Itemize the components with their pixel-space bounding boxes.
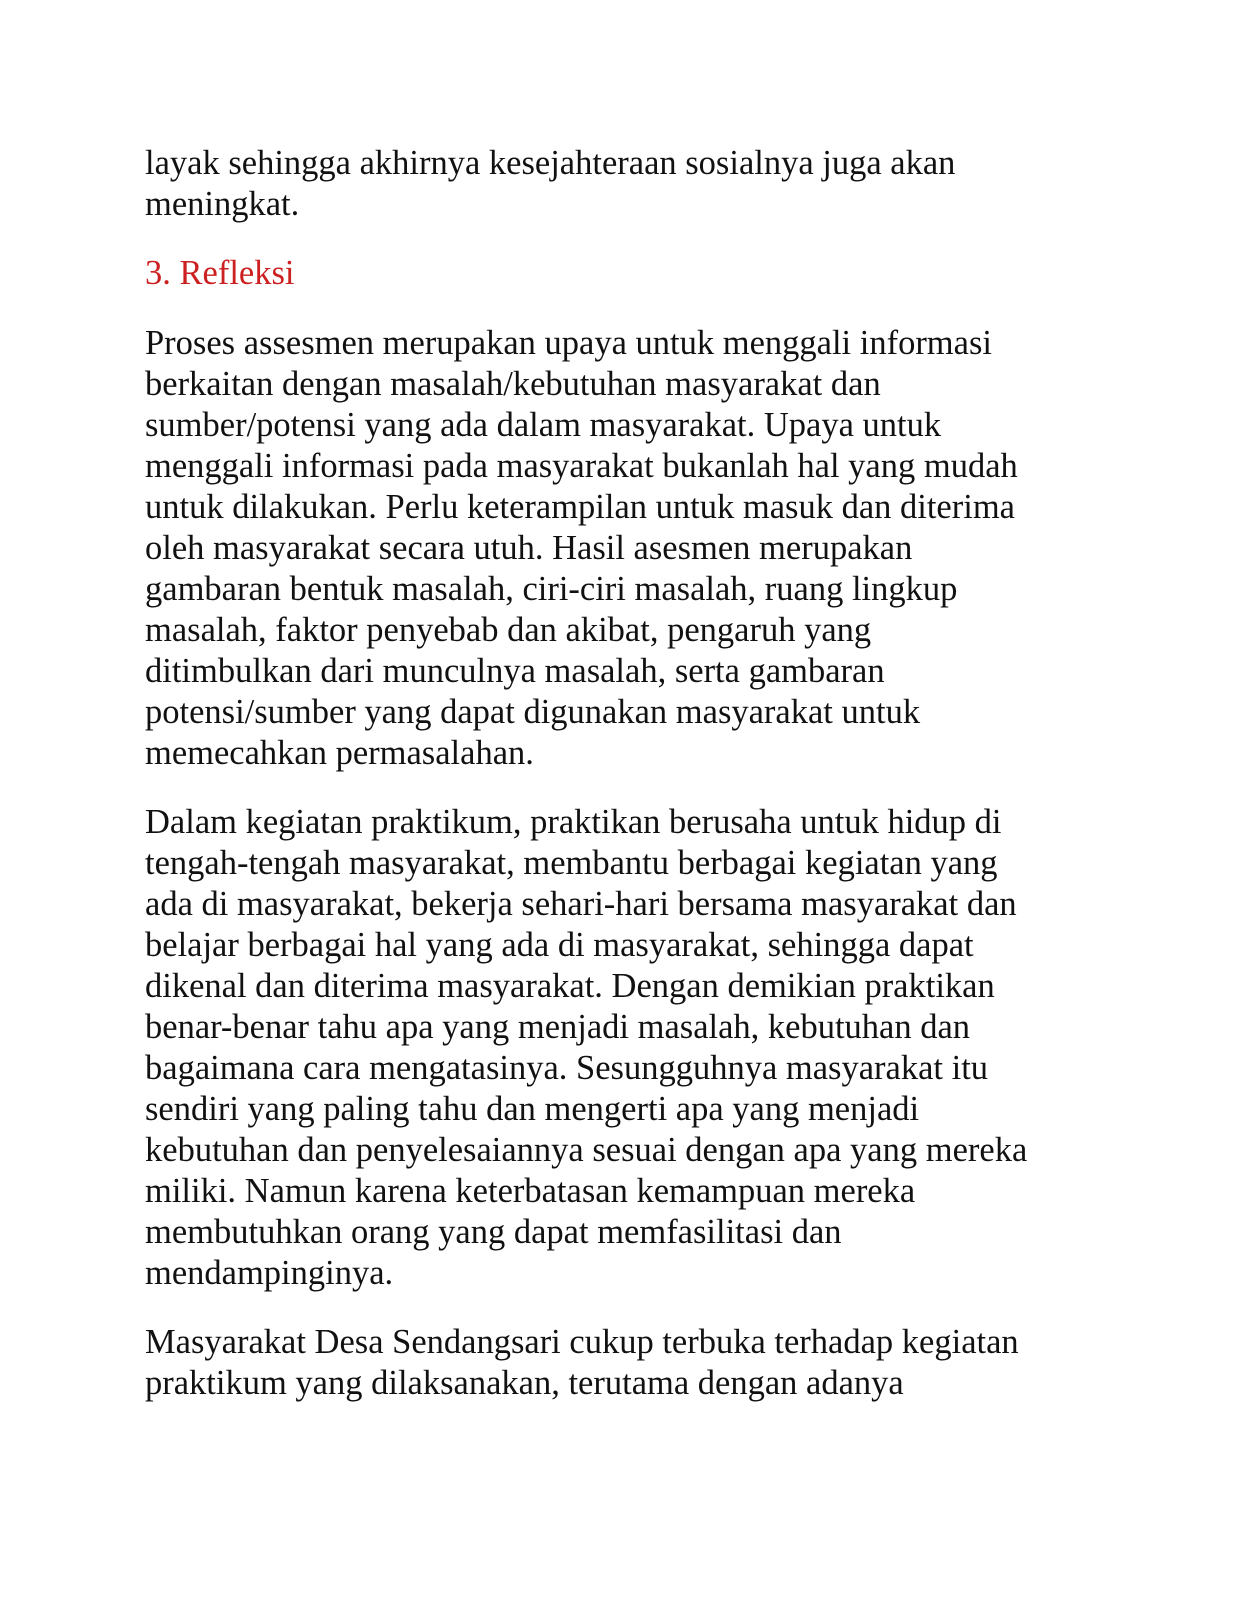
- text-line: Dalam kegiatan praktikum, praktikan berusaha untuk hidup di: [145, 803, 1002, 841]
- text-line: Proses assesmen merupakan upaya untuk menggali informasi: [145, 324, 992, 362]
- intro-paragraph: [145, 143, 1085, 225]
- text-line: ditimbulkan dari munculnya masalah, serta gambaran: [145, 652, 885, 690]
- text-line: tengah-tengah masyarakat, membantu berbagai kegiatan yang: [145, 844, 998, 882]
- text-line: potensi/sumber yang dapat digunakan masyarakat untuk: [145, 693, 921, 731]
- text-line: meningkat.: [145, 185, 300, 223]
- text-line: praktikum yang dilaksanakan, terutama dengan adanya: [145, 1364, 904, 1402]
- text-line: masalah, faktor penyebab dan akibat, pengaruh yang: [145, 611, 872, 649]
- document-body: [145, 143, 1085, 1432]
- text-line: untuk dilakukan. Perlu keterampilan untuk masuk dan diterima: [145, 488, 1015, 526]
- text-line: berkaitan dengan masalah/kebutuhan masyarakat dan: [145, 365, 881, 403]
- text-line: sendiri yang paling tahu dan mengerti apa yang menjadi: [145, 1090, 920, 1128]
- text-line: layak sehingga akhirnya kesejahteraan sosialnya juga akan: [145, 144, 956, 182]
- section-heading: 3. Refleksi: [145, 254, 295, 292]
- paragraph-community: [145, 1322, 1085, 1404]
- text-line: benar-benar tahu apa yang menjadi masalah, kebutuhan dan: [145, 1008, 971, 1046]
- text-line: miliki. Namun karena keterbatasan kemampuan mereka: [145, 1172, 916, 1210]
- text-line: ada di masyarakat, bekerja sehari-hari bersama masyarakat dan: [145, 885, 1017, 923]
- text-line: Masyarakat Desa Sendangsari cukup terbuka terhadap kegiatan: [145, 1323, 1019, 1361]
- text-line: dikenal dan diterima masyarakat. Dengan demikian praktikan: [145, 967, 995, 1005]
- text-line: mendampinginya.: [145, 1254, 394, 1292]
- text-line: gambaran bentuk masalah, ciri-ciri masalah, ruang lingkup: [145, 570, 958, 608]
- text-line: sumber/potensi yang ada dalam masyarakat. Upaya untuk: [145, 406, 942, 444]
- text-line: oleh masyarakat secara utuh. Hasil asesmen merupakan: [145, 529, 913, 567]
- text-line: belajar berbagai hal yang ada di masyarakat, sehingga dapat: [145, 926, 974, 964]
- paragraph-assessment: [145, 323, 1085, 774]
- text-line: memecahkan permasalahan.: [145, 734, 534, 772]
- text-line: membutuhkan orang yang dapat memfasilitasi dan: [145, 1213, 842, 1251]
- text-line: bagaimana cara mengatasinya. Sesungguhnya masyarakat itu: [145, 1049, 989, 1087]
- text-line: kebutuhan dan penyelesaiannya sesuai dengan apa yang mereka: [145, 1131, 1028, 1169]
- paragraph-practicum: [145, 802, 1085, 1294]
- text-line: menggali informasi pada masyarakat bukanlah hal yang mudah: [145, 447, 1018, 485]
